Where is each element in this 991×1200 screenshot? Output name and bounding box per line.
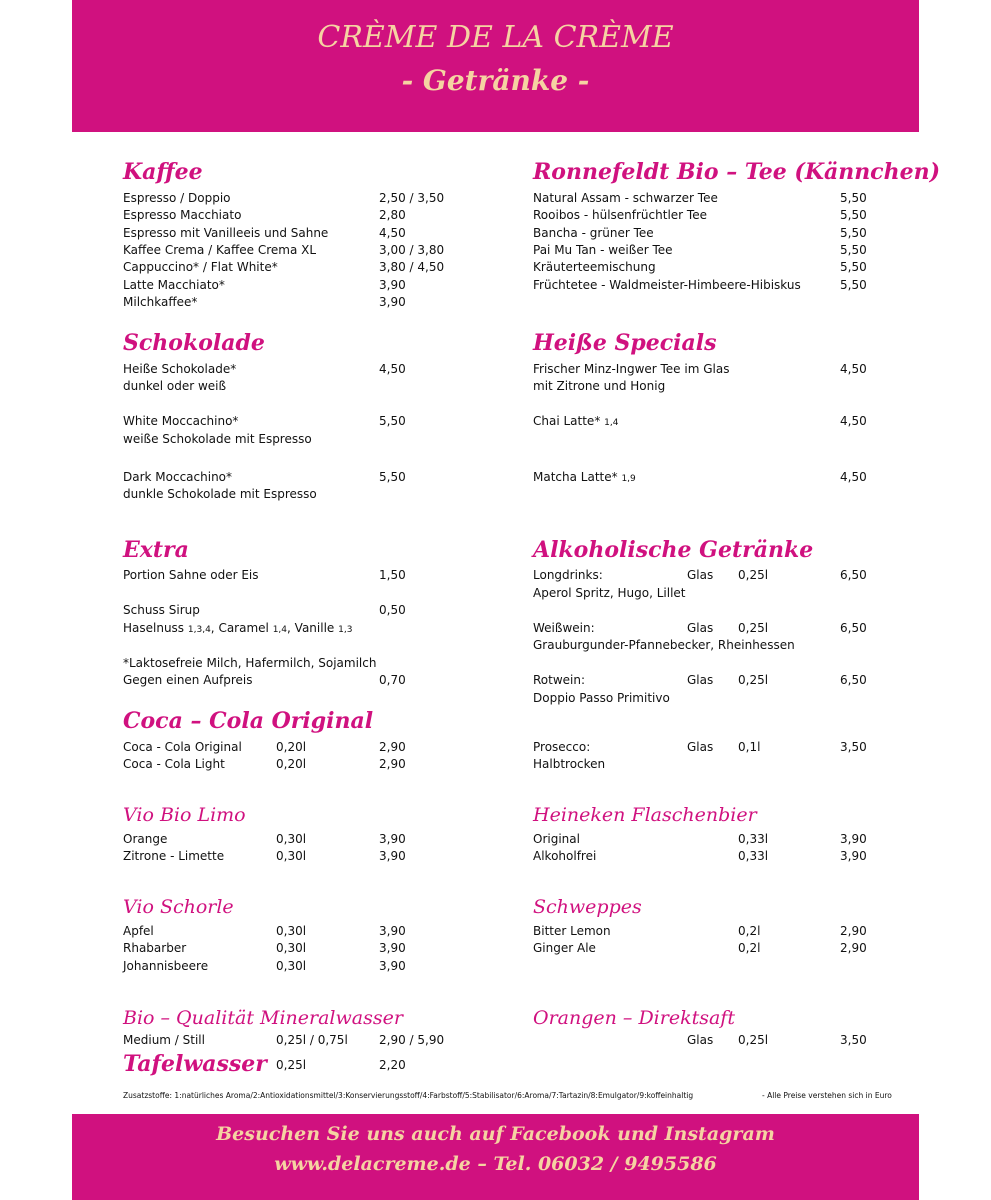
section-heading-wasser: Bio – Qualität Mineralwasser xyxy=(123,1007,403,1029)
menu-item-size: 0,33l xyxy=(738,832,769,846)
additive-codes: 1,9 xyxy=(621,474,636,484)
menu-item-desc: dunkle Schokolade mit Espresso xyxy=(123,487,317,501)
menu-item-price: 4,50 xyxy=(379,362,406,376)
menu-item-unit: Glas xyxy=(687,740,714,754)
menu-item-name: Dark Moccachino* xyxy=(123,470,233,484)
menu-item-desc: Aperol Spritz, Hugo, Lillet xyxy=(533,586,686,600)
menu-item-price: 6,50 xyxy=(840,568,867,582)
menu-item-size: 0,20l xyxy=(276,757,307,771)
menu-item-price: 1,50 xyxy=(379,568,406,582)
menu-item-size: 0,25l xyxy=(738,568,769,582)
flavor-name: Caramel xyxy=(218,621,269,635)
menu-item-name: Rotwein: xyxy=(533,673,586,687)
menu-item-name: Medium / Still xyxy=(123,1033,205,1047)
section-heading-orangen: Orangen – Direktsaft xyxy=(533,1007,735,1029)
additive-codes: 1,3,4 xyxy=(187,625,211,635)
menu-item-desc: dunkel oder weiß xyxy=(123,379,227,393)
menu-item-desc: weiße Schokolade mit Espresso xyxy=(123,432,312,446)
menu-item-name: Früchtetee - Waldmeister-Himbeere-Hibiskus xyxy=(533,278,801,292)
menu-item-price: 3,50 xyxy=(840,1033,867,1047)
menu-item-price: 5,50 xyxy=(840,278,867,292)
menu-item-unit: Glas xyxy=(687,673,714,687)
menu-item-price: 3,90 xyxy=(379,278,406,292)
menu-item-price: 0,50 xyxy=(379,603,406,617)
menu-item-name: Kaffee Crema / Kaffee Crema XL xyxy=(123,243,317,257)
menu-item-size: 0,25l xyxy=(738,673,769,687)
menu-item-price: 2,80 xyxy=(379,208,406,222)
menu-item-name: Espresso mit Vanilleeis und Sahne xyxy=(123,226,329,240)
additive-codes: 1,4 xyxy=(272,625,288,635)
matcha-name: Matcha Latte* xyxy=(533,470,618,484)
menu-item-price: 5,50 xyxy=(840,208,867,222)
menu-item-name: Weißwein: xyxy=(533,621,595,635)
menu-item-name: Natural Assam - schwarzer Tee xyxy=(533,191,718,205)
menu-item-name: Ginger Ale xyxy=(533,941,596,955)
menu-item-price: 3,90 xyxy=(840,849,867,863)
menu-item-unit: Glas xyxy=(687,621,714,635)
menu-item-price: 4,50 xyxy=(379,226,406,240)
page-title: CRÈME DE LA CRÈME xyxy=(317,20,674,55)
menu-item-price: 2,90 / 5,90 xyxy=(379,1033,445,1047)
section-heading-extra: Extra xyxy=(123,537,189,563)
menu-item-price: 3,90 xyxy=(379,924,406,938)
menu-item-price: 3,00 / 3,80 xyxy=(379,243,445,257)
menu-item-price: 5,50 xyxy=(840,191,867,205)
menu-item-name: Bitter Lemon xyxy=(533,924,611,938)
menu-item-size: 0,25l xyxy=(276,1058,307,1072)
syrup-flavors: Haselnuss 1,3,4, Caramel 1,4, Vanille 1,3 xyxy=(123,621,353,635)
menu-item-size: 0,2l xyxy=(738,924,761,938)
menu-item-name: Heiße Schokolade* xyxy=(123,362,237,376)
milk-note-surcharge: Gegen einen Aufpreis xyxy=(123,673,253,687)
menu-item-name: Frischer Minz-Ingwer Tee im Glas xyxy=(533,362,730,376)
menu-item-price: 6,50 xyxy=(840,621,867,635)
menu-item-price: 5,50 xyxy=(840,260,867,274)
menu-item-name: Portion Sahne oder Eis xyxy=(123,568,259,582)
menu-item-name: Alkoholfrei xyxy=(533,849,597,863)
menu-item-name: Espresso Macchiato xyxy=(123,208,242,222)
menu-item-size: 0,30l xyxy=(276,959,307,973)
menu-item-price: 3,90 xyxy=(379,295,406,309)
menu-item-price: 2,50 / 3,50 xyxy=(379,191,445,205)
menu-item-size: 0,30l xyxy=(276,924,307,938)
menu-item-size: 0,30l xyxy=(276,832,307,846)
menu-item-name: Espresso / Doppio xyxy=(123,191,231,205)
menu-item-name: Rooibos - hülsenfrüchtler Tee xyxy=(533,208,707,222)
additive-codes: 1,3 xyxy=(338,625,353,635)
menu-item-name: Longdrinks: xyxy=(533,568,603,582)
menu-item-price: 5,50 xyxy=(379,414,406,428)
menu-item-price: 0,70 xyxy=(379,673,406,687)
menu-item-price: 2,20 xyxy=(379,1058,406,1072)
menu-item-price: 4,50 xyxy=(840,414,867,428)
menu-item-price: 3,50 xyxy=(840,740,867,754)
milk-note: *Laktosefreie Milch, Hafermilch, Sojamilch xyxy=(123,656,377,670)
menu-item-name: Latte Macchiato* xyxy=(123,278,225,292)
menu-item-name: Zitrone - Limette xyxy=(123,849,225,863)
menu-item-price: 5,50 xyxy=(379,470,406,484)
section-heading-alkohol: Alkoholische Getränke xyxy=(533,537,814,563)
menu-item-size: 0,25l / 0,75l xyxy=(276,1033,348,1047)
menu-item-price: 3,90 xyxy=(840,832,867,846)
menu-item-name: Schuss Sirup xyxy=(123,603,200,617)
menu-item-price: 5,50 xyxy=(840,226,867,240)
section-heading-cola: Coca – Cola Original xyxy=(123,708,374,734)
additive-codes: 1,4 xyxy=(604,418,619,428)
menu-item-price: 3,90 xyxy=(379,959,406,973)
menu-item-desc: Grauburgunder-Pfannebecker, Rheinhessen xyxy=(533,638,795,652)
menu-item-name: Coca - Cola Light xyxy=(123,757,225,771)
section-heading-vio-limo: Vio Bio Limo xyxy=(123,804,246,826)
menu-item-name: Pai Mu Tan - weißer Tee xyxy=(533,243,673,257)
menu-item-price: 2,90 xyxy=(840,924,867,938)
social-note: Besuchen Sie uns auch auf Facebook und Instagram xyxy=(216,1123,775,1145)
menu-item-name: Rhabarber xyxy=(123,941,187,955)
menu-item-price: 5,50 xyxy=(840,243,867,257)
menu-item-size: 0,25l xyxy=(738,1033,769,1047)
section-heading-schweppes: Schweppes xyxy=(533,896,642,918)
menu-item-name xyxy=(533,469,636,487)
section-heading-kaffee: Kaffee xyxy=(123,159,203,185)
prices-note: - Alle Preise verstehen sich in Euro xyxy=(762,1091,892,1100)
menu-item-name: Johannisbeere xyxy=(123,959,209,973)
menu-item-desc: mit Zitrone und Honig xyxy=(533,379,666,393)
menu-item-name: Original xyxy=(533,832,580,846)
contact-line: www.delacreme.de – Tel. 06032 / 9495586 xyxy=(274,1153,717,1175)
menu-item-name: White Moccachino* xyxy=(123,414,239,428)
menu-item-name xyxy=(533,413,618,431)
header-band xyxy=(72,0,919,132)
menu-item-size: 0,30l xyxy=(276,941,307,955)
section-heading-schokolade: Schokolade xyxy=(123,330,265,356)
menu-item-size: 0,25l xyxy=(738,621,769,635)
footer-band xyxy=(72,1114,919,1200)
tafelwasser-heading: Tafelwasser xyxy=(123,1051,267,1077)
menu-item-price: 2,90 xyxy=(840,941,867,955)
menu-item-name: Bancha - grüner Tee xyxy=(533,226,654,240)
chai-name: Chai Latte* xyxy=(533,414,601,428)
menu-item-size: 0,20l xyxy=(276,740,307,754)
section-heading-heineken: Heineken Flaschenbier xyxy=(533,804,757,826)
section-heading-specials: Heiße Specials xyxy=(533,330,717,356)
section-heading-tee: Ronnefeldt Bio – Tee (Kännchen) xyxy=(533,159,940,185)
menu-item-size: 0,2l xyxy=(738,941,761,955)
menu-item-name: Milchkaffee* xyxy=(123,295,198,309)
menu-item-name: Kräuterteemischung xyxy=(533,260,656,274)
flavor-name: Haselnuss xyxy=(123,621,185,635)
menu-item-price: 3,80 / 4,50 xyxy=(379,260,445,274)
menu-item-size: 0,1l xyxy=(738,740,761,754)
menu-item-price: 2,90 xyxy=(379,757,406,771)
menu-item-name: Apfel xyxy=(123,924,154,938)
menu-item-desc: Doppio Passo Primitivo xyxy=(533,691,670,705)
menu-item-price: 3,90 xyxy=(379,832,406,846)
section-heading-vio-schorle: Vio Schorle xyxy=(123,896,234,918)
menu-item-unit: Glas xyxy=(687,1033,714,1047)
menu-item-size: 0,33l xyxy=(738,849,769,863)
menu-item-size: 0,30l xyxy=(276,849,307,863)
page-subtitle: - Getränke - xyxy=(401,64,590,97)
menu-item-price: 3,90 xyxy=(379,941,406,955)
menu-item-price: 4,50 xyxy=(840,470,867,484)
menu-item-price: 4,50 xyxy=(840,362,867,376)
additives-note: Zusatzstoffe: 1:natürliches Aroma/2:Antioxidationsmittel/3:Konservierungsstoff/4:Farbstoff/5:Stabilisator/6:Aroma/7:Tartazin/8:Emulgator/9:koffeinhaltig xyxy=(123,1091,694,1100)
menu-item-price: 3,90 xyxy=(379,849,406,863)
menu-item-price: 6,50 xyxy=(840,673,867,687)
menu-item-price: 2,90 xyxy=(379,740,406,754)
menu-item-name: Coca - Cola Original xyxy=(123,740,242,754)
menu-item-desc: Halbtrocken xyxy=(533,757,606,771)
flavor-name: Vanille xyxy=(294,621,335,635)
menu-item-name: Orange xyxy=(123,832,168,846)
menu-item-name: Prosecco: xyxy=(533,740,591,754)
menu-item-unit: Glas xyxy=(687,568,714,582)
menu-item-name: Cappuccino* / Flat White* xyxy=(123,260,278,274)
